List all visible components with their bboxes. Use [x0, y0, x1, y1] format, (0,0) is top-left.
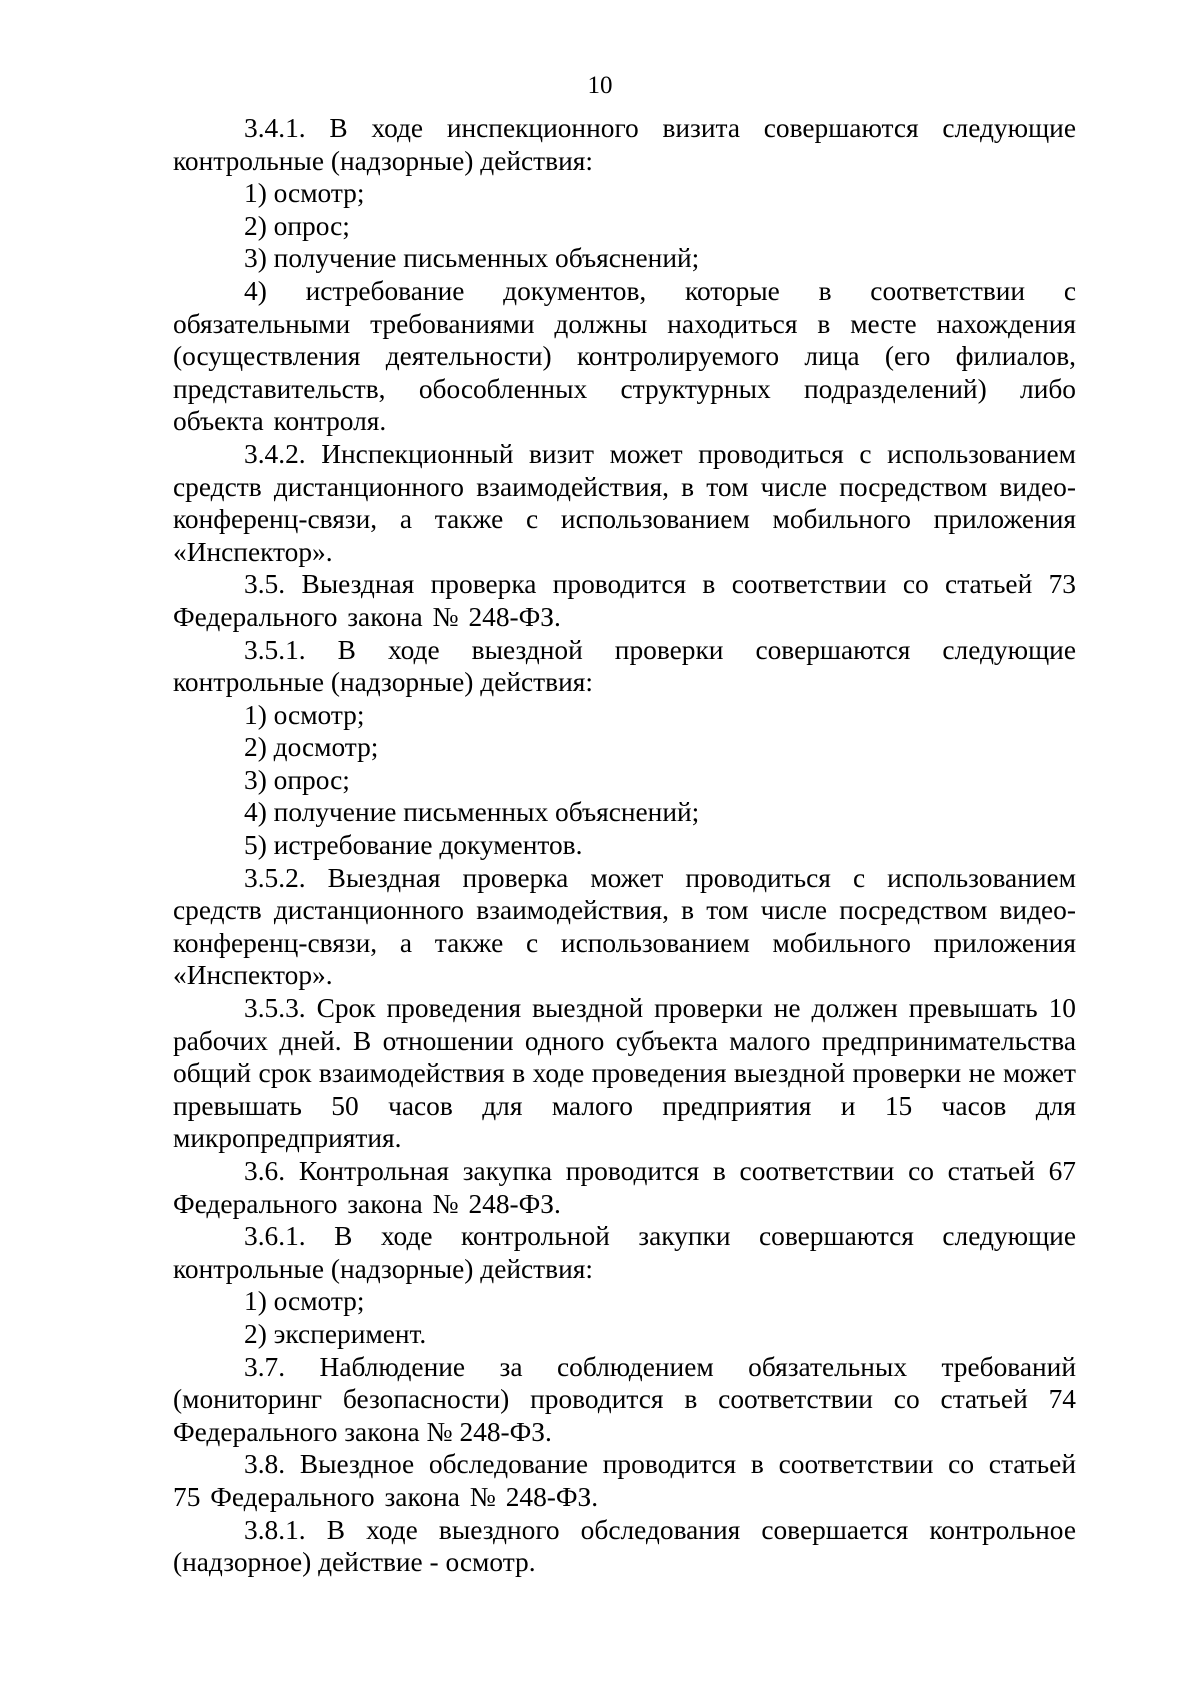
list-item: 3) опрос;	[244, 764, 350, 795]
paragraph-3-4-1: 3.4.1. В ходе инспекционного визита совершаются следующие контрольные (надзорные) действия:	[173, 113, 1076, 176]
paragraph-3-8-1: 3.8.1. В ходе выездного обследования совершается контрольное (надзорное) действие - осмотр.	[173, 1514, 1076, 1578]
paragraph-3-5-2: 3.5.2. Выездная проверка может проводиться с использованием средств дистанционного взаимодействия, в том числе посредством видео-конференц-связи, а также с использованием мобильного приложения «Инспектор».	[173, 862, 1076, 991]
paragraph-3-5-3: 3.5.3. Срок проведения выездной проверки не должен превышать 10 рабочих дней. В отношении одного субъекта малого предпринимательства общий срок взаимодействия в ходе проведения выездной проверки не может превышать 50 часов для малого предприятия и 15 часов для микропредприятия.	[173, 993, 1076, 1154]
list-item: 2) досмотр;	[244, 732, 379, 763]
list-item: 1) осмотр;	[244, 178, 365, 209]
paragraph-3-7: 3.7. Наблюдение за соблюдением обязательных требований (мониторинг безопасности) проводится в соответствии со статьей 74 Федерального закона № 248-ФЗ.	[173, 1351, 1076, 1447]
paragraph-3-5-1: 3.5.1. В ходе выездной проверки совершаются следующие контрольные (надзорные) действия:	[173, 634, 1076, 698]
document-body	[173, 112, 1076, 1579]
paragraph-3-8: 3.8. Выездное обследование проводится в соответствии со статьей 75 Федерального закона № 248-ФЗ.	[173, 1449, 1076, 1512]
list-item-long: 4) истребование документов, которые в соответствии с обязательными требованиями должны находиться в месте нахождения (осуществления деятельности) контролируемого лица (его филиалов, представительств, обособленных структурных подразделений) либо объекта контроля.	[173, 275, 1076, 437]
paragraph-3-6: 3.6. Контрольная закупка проводится в соответствии со статьей 67 Федерального закона № 248-ФЗ.	[173, 1156, 1076, 1219]
page-number: 10	[587, 72, 613, 99]
paragraph-3-6-1: 3.6.1. В ходе контрольной закупки совершаются следующие контрольные (надзорные) действия:	[173, 1221, 1076, 1284]
list-item: 4) получение письменных объяснений;	[244, 797, 700, 828]
list-item: 2) опрос;	[244, 210, 350, 241]
list-item: 2) эксперимент.	[244, 1318, 427, 1349]
list-item: 5) истребование документов.	[244, 830, 583, 861]
list-item: 1) осмотр;	[244, 699, 365, 730]
list-item: 3) получение письменных объяснений;	[244, 243, 700, 274]
list-item: 1) осмотр;	[244, 1286, 365, 1317]
paragraph-3-4-2: 3.4.2. Инспекционный визит может проводиться с использованием средств дистанционного взаимодействия, в том числе посредством видео-конференц-связи, а также с использованием мобильного приложения «Инспектор».	[173, 438, 1076, 567]
paragraph-3-5: 3.5. Выездная проверка проводится в соответствии со статьей 73 Федерального закона № 248-ФЗ.	[173, 569, 1076, 632]
